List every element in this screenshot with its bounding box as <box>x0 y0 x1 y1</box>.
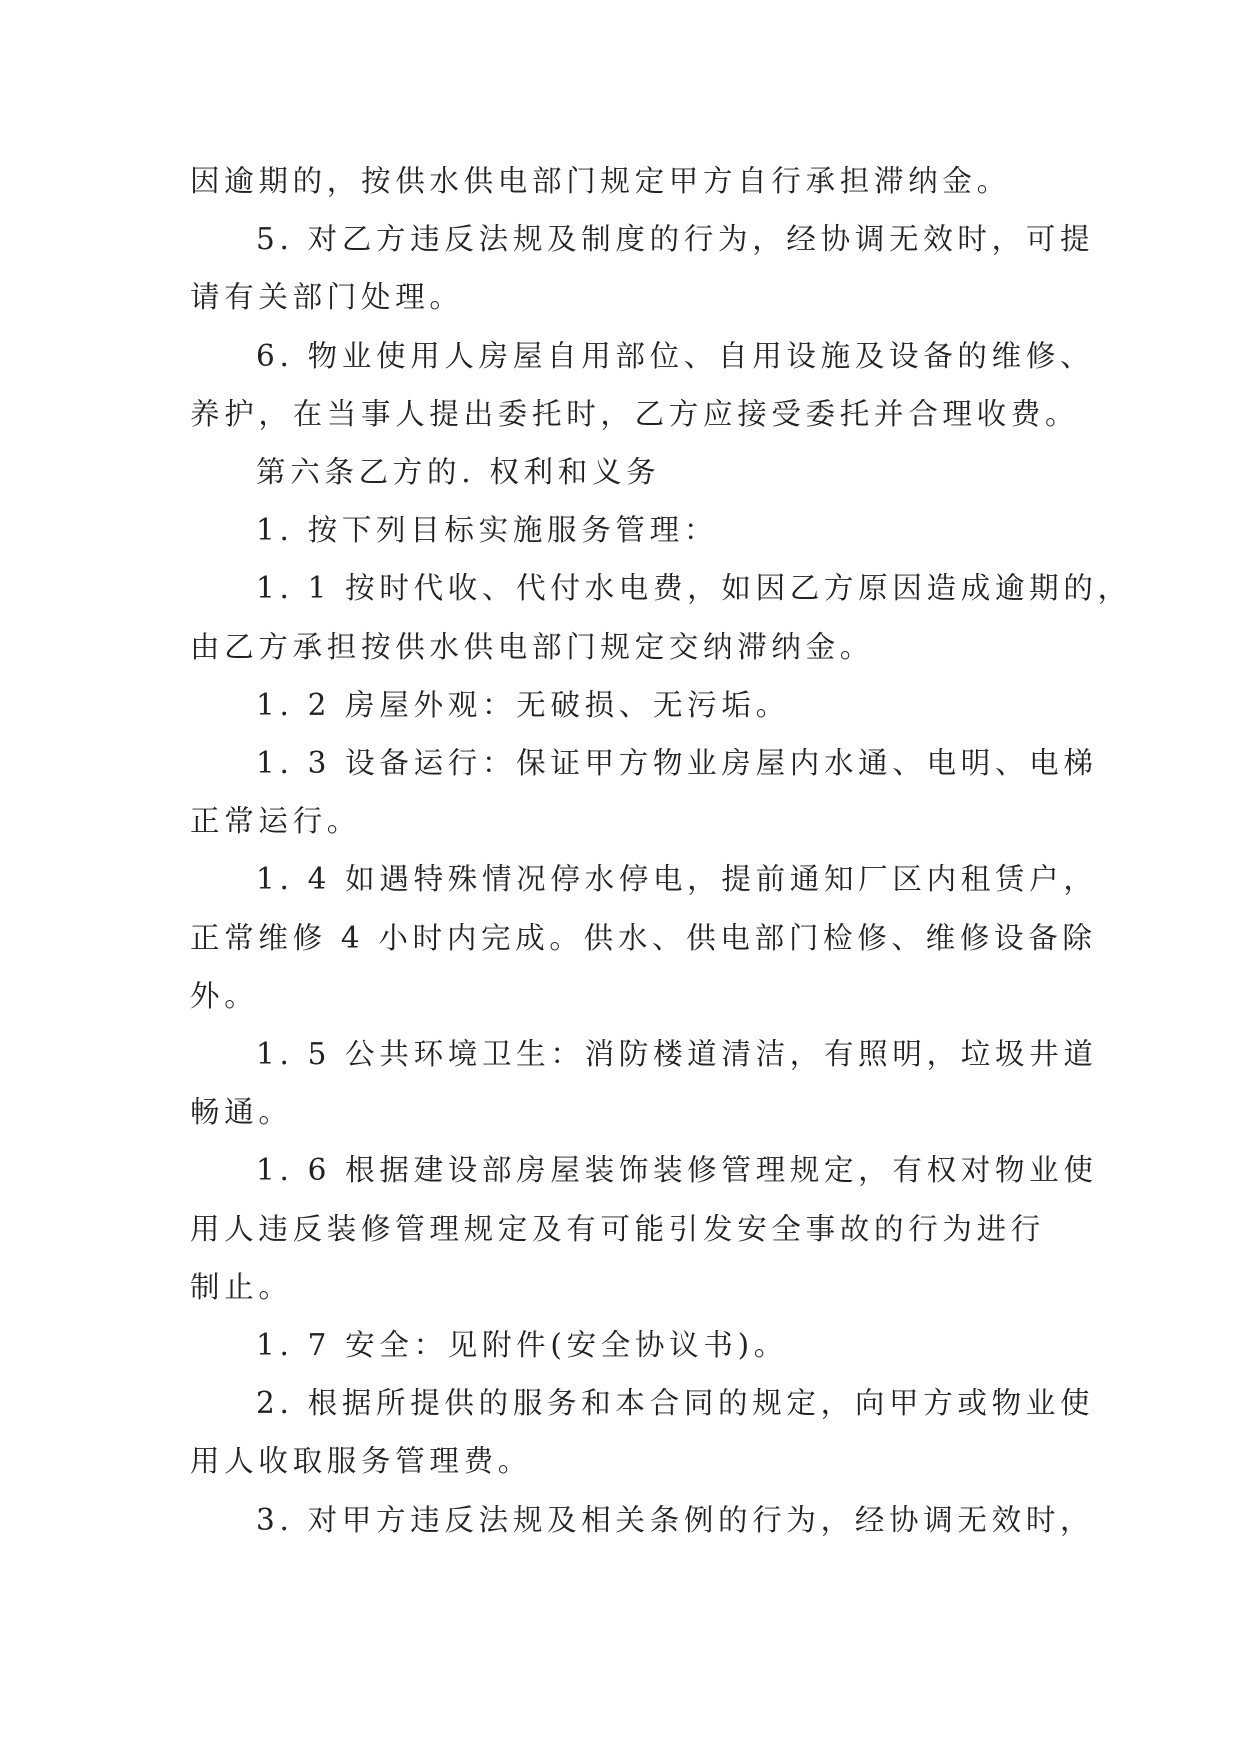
text-line: 制止。 <box>190 1269 293 1304</box>
text-line: 畅通。 <box>190 1095 293 1130</box>
text-line: 请有关部门处理。 <box>190 280 464 315</box>
text-line: 因逾期的，按供水供电部门规定甲方自行承担滞纳金。 <box>190 164 1011 198</box>
text-line: 1. 7 安全：见附件(安全协议书)。 <box>256 1328 788 1363</box>
text-line: 3. 对甲方违反法规及相关条例的行为，经协调无效时， <box>256 1502 1095 1537</box>
text-line: 1. 4 如遇特殊情况停水停电，提前通知厂区内租赁户， <box>256 862 1098 897</box>
text-line: 1. 6 根据建设部房屋装饰装修管理规定，有权对物业使 <box>256 1153 1098 1188</box>
text-line: 由乙方承担按供水供电部门规定交纳滞纳金。 <box>190 629 875 664</box>
text-line: 1. 5 公共环境卫生：消防楼道清洁，有照明，垃圾井道 <box>256 1037 1098 1072</box>
text-line: 6. 物业使用人房屋自用部位、自用设施及设备的维修、 <box>256 338 1095 373</box>
text-line: 养护，在当事人提出委托时，乙方应接受委托并合理收费。 <box>190 396 1080 431</box>
text-line: 1. 2 房屋外观：无破损、无污垢。 <box>256 687 790 722</box>
text-line: 正常运行。 <box>190 804 362 839</box>
document-body <box>190 152 1132 1549</box>
text-line: 正常维修 4 小时内完成。供水、供电部门检修、维修设备除 <box>190 920 1097 955</box>
text-line: 外。 <box>190 978 259 1013</box>
text-line: 用人收取服务管理费。 <box>190 1444 533 1479</box>
text-line: 第六条乙方的. 权利和义务 <box>256 455 661 490</box>
text-line: 2. 根据所提供的服务和本合同的规定，向甲方或物业使 <box>256 1386 1095 1421</box>
text-line: 1. 按下列目标实施服务管理： <box>256 513 719 548</box>
text-line: 5. 对乙方违反法规及制度的行为，经协调无效时，可提 <box>256 222 1095 257</box>
text-line: 用人违反装修管理规定及有可能引发安全事故的行为进行 <box>190 1211 1046 1246</box>
text-line: 1. 1 按时代收、代付水电费，如因乙方原因造成逾期的， <box>256 571 1132 606</box>
text-line: 1. 3 设备运行：保证甲方物业房屋内水通、电明、电梯 <box>256 746 1098 781</box>
